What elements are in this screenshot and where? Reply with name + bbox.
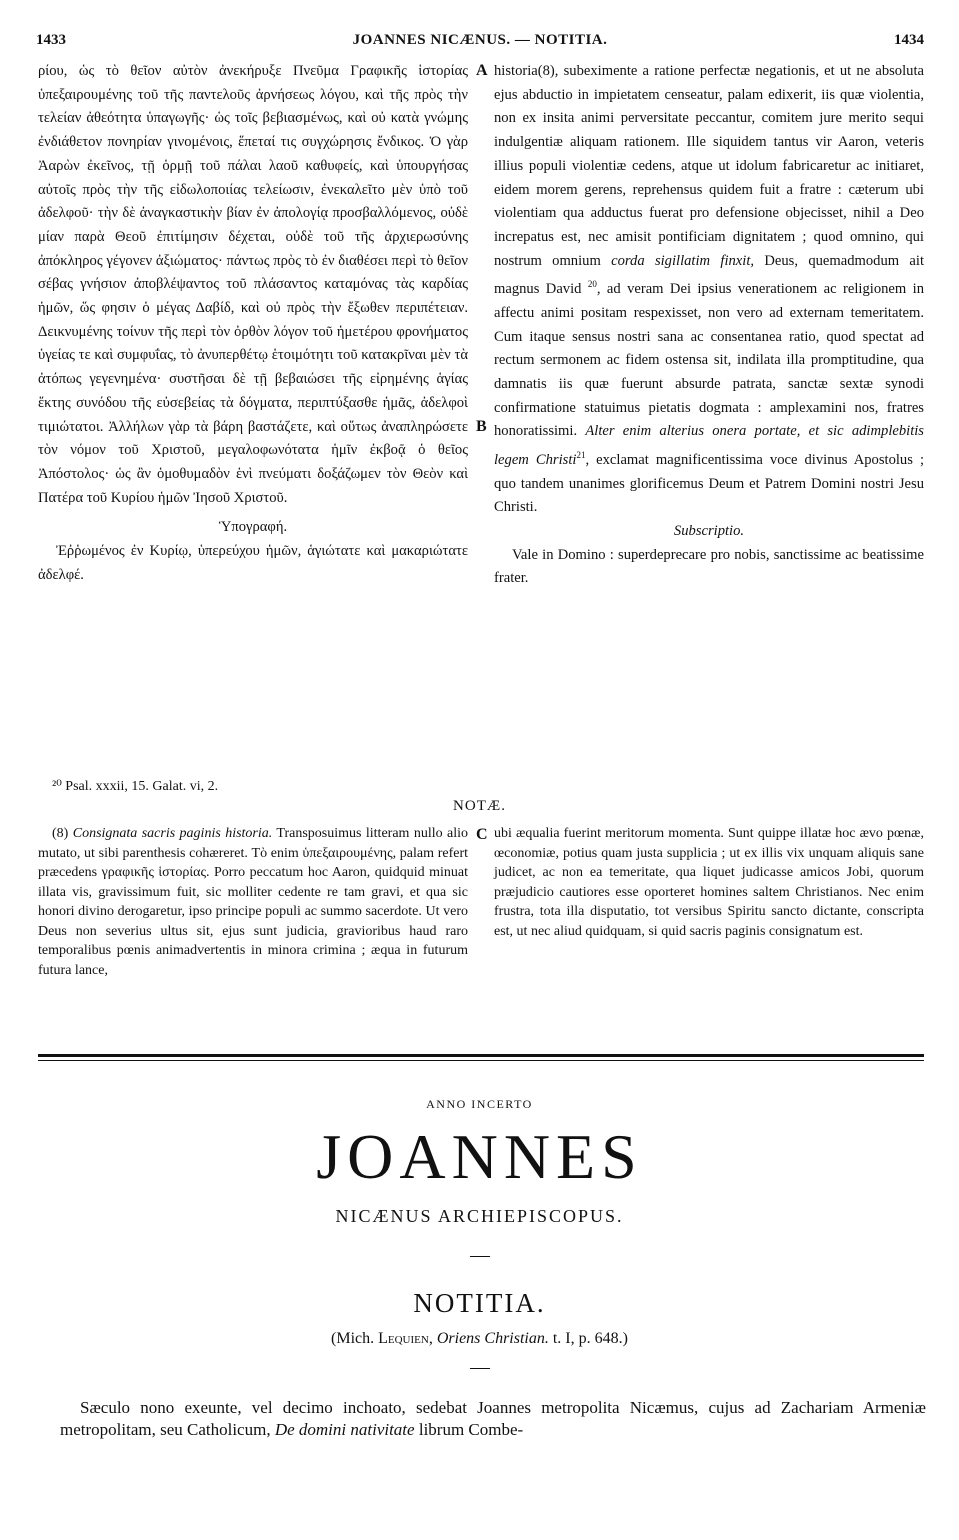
margin-marker-a: A xyxy=(476,62,488,79)
latin-italic-2: Alter enim alterius onera portate, et sic adimplebitis legem Christi xyxy=(494,423,924,468)
latin-text-3: , ad veram Dei ipsius venerationem ac religionem in affectu animi positam respexisset, non vero ad externam temeritatem. Cum itaque sensus nostri sana ac consentanea ratio, quod spectat ad rectum sermonem ac fidem ostensa sit, indilata illa promptitudine, qua damnatis iis quæ fuerunt absurde patrata, sanctæ sextæ synodi confirmatione statuimus pietatis dogmata : amplexamini nos, fratres honoratissimi. xyxy=(494,281,924,440)
page-number-left: 1433 xyxy=(36,32,66,48)
cite-part-1: (Mich. xyxy=(331,1330,379,1347)
section-rule-thin xyxy=(38,1060,924,1061)
note-number: (8) xyxy=(52,826,73,841)
body-text-2: librum Combe- xyxy=(414,1420,524,1439)
note-lemma: Consignata sacris paginis historia. xyxy=(72,826,273,841)
margin-marker-c: C xyxy=(476,826,488,843)
divider-dash-2 xyxy=(470,1368,490,1369)
note-8 xyxy=(38,824,468,980)
section-rule-thick xyxy=(38,1054,924,1057)
running-header xyxy=(36,32,924,56)
latin-subscription-title: Subscriptio. xyxy=(673,523,745,540)
body-italic: De domini nativitate xyxy=(274,1420,415,1439)
margin-marker-b: B xyxy=(476,418,487,435)
notae-left xyxy=(38,824,468,980)
greek-column xyxy=(38,60,468,587)
greek-subscription-title: Ὑπογραφή. xyxy=(218,519,288,536)
body-text-1: Sæculo nono exeunte, vel decimo inchoato, sedebat Joannes metropolita Nicæmus, cujus ad Zachariam Armeniæ metropolitam, seu Catholicum, xyxy=(60,1398,926,1439)
greek-subscription: Ἐῤῥωμένος ἐν Κυρίῳ, ὑπερεύχου ἡμῶν, ἁγιώτατε καὶ μακαριώτατε ἀδελφέ. xyxy=(38,543,468,583)
latin-paragraph xyxy=(494,60,924,520)
anno-incerto: ANNO INCERTO xyxy=(426,1097,533,1111)
notitia-body xyxy=(60,1397,926,1441)
running-title: JOANNES NICÆNUS. — NOTITIA. xyxy=(352,32,608,48)
page-number-right: 1434 xyxy=(894,32,924,48)
section-subtitle: NICÆNUS ARCHIEPISCOPUS. xyxy=(335,1206,624,1226)
cite-author: Lequien xyxy=(378,1330,429,1347)
footnote-ref-20: 20 xyxy=(587,279,597,290)
greek-paragraph: ρίου, ὡς τὸ θεῖον αὐτὸν ἀνεκήρυξε Πνεῦμα Γραφικῆς ἱστορίας ὑπεξαιρουμένης τοῦ τῆς παντελοῦς ἀρνήσεως λόγου, καὶ τῆς πρὸς τὴν τελείαν ἀθεότητα ὑπαγωγῆς· ὡς τοῖς βεβιασμένως, καὶ οὐ κατὰ γνώμης ἐνδιάθετον πονηρίαν γινομένοις, ἕπεταί τις συγχώρησις ἔνδικος. Ὁ γὰρ Ἀαρὼν ἐκεῖνος, τῇ ὁρμῇ τοῦ πάλαι λαοῦ καθυφείς, καὶ ὑπουργήσας αὐτοῖς πρὸς τὴν τῆς εἰδωλοποιίας τελείωσιν, ἐνεκαλεῖτο μὲν ὑπὸ τοῦ ἀδελφοῦ· τὴν δὲ ἀναγκαστικὴν βίαν ἐν ἀπολογίᾳ προσβαλλόμενος, οὐδὲ μίαν παρὰ Θεοῦ ἐπιτίμησιν δέχεται, οὐδὲ τοῦ τῆς ἀρχιερωσύνης ἀπόκληρος γέγονεν ἀξιώματος· πάντως πρὸς τὸ ἐν διαθέσει περὶ τὸ θεῖον σέβας γνήσιον ἀποβλέψαντος τοῦ πλάσαντος καταμόνας τὰς καρδίας ἡμῶν, ὥς φησιν ὁ μέγας Δαβίδ, καὶ οὐ πρὸς τὴν ἔξωθεν περιπέτειαν. Δεικνυμένης τοίνυν τῆς περὶ τὸν ὀρθὸν λόγον τοῦ ἡμετέρου φρονήματος ὑγείας τε καὶ συμφυΐας, τὸ ἀνυπερθέτῳ ἑτοιμότητι τοῦ κατακρῖναι μὲν τὰ ἀτόπως γεγενημένα· συστῆσαι δὲ τῇ βεβαιώσει τῆς εἰρημένης ἁγίας ἕκτης συνόδου τῆς εὐσεβείας τὰ δόγματα, περιπτύξασθε ἡμᾶς, ἀδελφοὶ τιμιώτατοι. Ἀλλήλων γὰρ τὰ βάρη βαστάζετε, καὶ οὕτως ἀναπληρώσετε τὸν νόμον τοῦ Χριστοῦ, μεγαλοφωνότατα ἡμῖν ἐκβοᾷ ὁ θεῖος Ἀπόστολος· ὡς ἂν ὁμοθυμαδὸν ἑνὶ πνεύματι δοξάζωμεν τὸν Θεὸν καὶ Πατέρα τοῦ Κυρίου ἡμῶν Ἰησοῦ Χριστοῦ. xyxy=(38,63,468,506)
footnote-ref-21: 21 xyxy=(576,450,586,461)
notae-right xyxy=(494,824,924,941)
note-text: Transposuimus litteram nullo alio mutato, ut sibi parenthesis cohæreret. Τὸ enim ὑπεξαιρουμένης, palam refert præcedens γραφικῆς ἱστορίας. Porro peccatum hoc Aaron, quidquid minuat illata vis, gravissimum fuit, sic molliter cedente re tam gravi, et qua sic honori divino derogaretur, ipso principe populi ac summo sacerdote. Ut vero Deus non severius ultus sit, ejus sunt judicia, gravioribus haud raro temporalibus pœnis animadvertentis in minora crimina ; æqua in futurum futura lance, xyxy=(38,826,468,978)
note-continuation: ubi æqualia fuerint meritorum momenta. Sunt quippe illatæ hoc ævo pœnæ, œconomiæ, potius quam justa supplicia ; ut ex illis vix unquam aliquis sane judicet, ac non ea temeritate, qua liquet judicasse amicos Jobi, quorum præjudicio cautiores esse oporteret homines saltem Christianos. Nec enim frustra, tota illa disputatio, tot versibus Spiritu sancto dictante, conscripta est, ut nec aliud quidquam, si quid sacris paginis consignatum est. xyxy=(494,826,924,939)
cite-work: Oriens Christian. xyxy=(436,1330,549,1347)
latin-subscription: Vale in Domino : superdeprecare pro nobis, sanctissime ac beatissime frater. xyxy=(494,546,924,587)
latin-italic-1: corda sigillatim finxit, xyxy=(611,252,755,269)
latin-column xyxy=(494,60,924,591)
divider-dash xyxy=(470,1256,490,1257)
notae-title: NOTÆ. xyxy=(453,798,506,814)
cite-part-3: t. I, p. 648.) xyxy=(548,1330,628,1347)
citation xyxy=(0,1330,959,1348)
footnote: ²⁰ Psal. xxxii, 15. Galat. vi, 2. xyxy=(52,779,219,794)
section-title: JOANNES xyxy=(316,1121,643,1192)
notitia-heading: NOTITIA. xyxy=(413,1288,546,1318)
latin-text-4: , exclamat magnificentissima voce divinus Apostolus ; quo tandem unanimes glorificemus Deum et Patrem Domini nostri Jesu Christi. xyxy=(494,451,924,516)
latin-text-1: historia(8), subeximente a ratione perfectæ negationis, et ut ne absoluta ejus abductio in impietatem censeatur, palam edixerit, iis quæ violentia, non ex insita animi perversitate peccantur, comitem jure merito sequi indulgentiæ aliquam rationem. Ille siquidem tantus vir Aaron, veteris illius populi violentiæ cedens, atque ut idolum fabricaretur ac initiaret, eidem morem gerens, reprehensus quidem fuit a fratre : cæterum ubi violentiam qua adductus fuerat pro defensione objecisset, nihil a Deo increpatus est, nec amisit pontificiam dignitatem ; quod omnino, qui nostrum omnium xyxy=(494,63,924,269)
latin-text-2: Deus, quemadmodum ait magnus David xyxy=(494,252,925,298)
cite-part-2: , xyxy=(428,1330,437,1347)
